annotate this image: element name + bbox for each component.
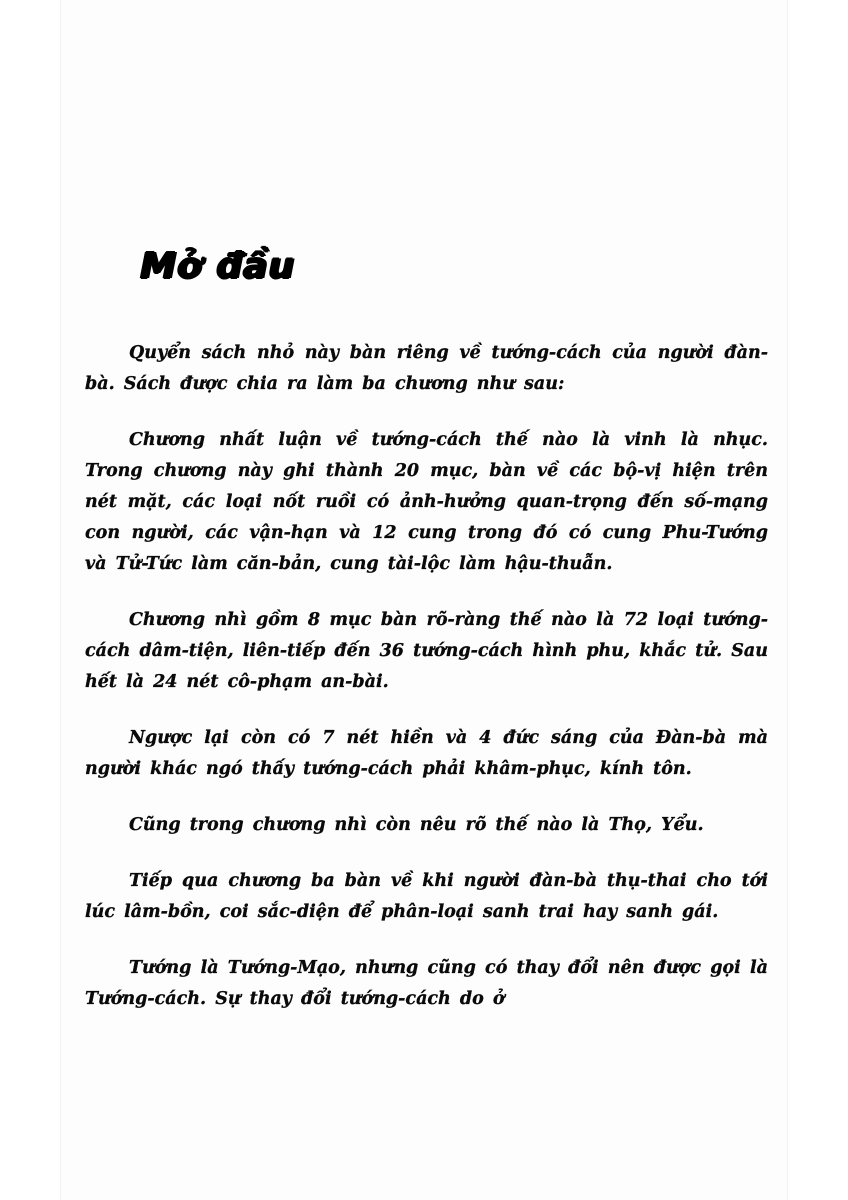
paragraph-chapter-one: Chương nhất luận về tướng-cách thế nào là vinh là nhục. Trong chương này ghi thành 20 mục, bàn về các bộ-vị hiện trên nét mặt, các loại nốt ruồi có ảnh-hưởng quan-trọng đến số-mạng con người, các vận-hạn và 12 cung trong đó có cung Phu-Tướng và Tử-Tức làm căn-bản, cung tài-lộc làm hậu-thuẫn. [85, 430, 768, 574]
paragraph-chapter-two: Chương nhì gồm 8 mục bàn rõ-ràng thế nào là 72 loại tướng-cách dâm-tiện, liên-tiếp đến 36 tướng-cách hình phu, khắc tử. Sau hết là 24 nét cô-phạm an-bài. [85, 610, 768, 692]
paragraph-longevity: Cũng trong chương nhì còn nêu rõ thế nào là Thọ, Yểu. [129, 815, 704, 835]
paragraph-physiognomy: Tướng là Tướng-Mạo, nhưng cũng có thay đổi nên được gọi là Tướng-cách. Sự thay đổi tướng-cách do ở [85, 958, 768, 1009]
paragraph-intro: Quyển sách nhỏ này bàn riêng về tướng-cách của người đàn-bà. Sách được chia ra làm ba chương như sau: [85, 343, 768, 394]
paragraph-virtues: Ngược lại còn có 7 nét hiền và 4 đức sáng của Đàn-bà mà người khác ngó thấy tướng-cách phải khâm-phục, kính tôn. [85, 728, 768, 779]
chapter-title: Mở đầu [140, 246, 295, 287]
paragraph-chapter-three: Tiếp qua chương ba bàn về khi người đàn-bà thụ-thai cho tới lúc lâm-bồn, coi sắc-diện để phân-loại sanh trai hay sanh gái. [85, 871, 768, 922]
body-text [85, 338, 768, 1015]
